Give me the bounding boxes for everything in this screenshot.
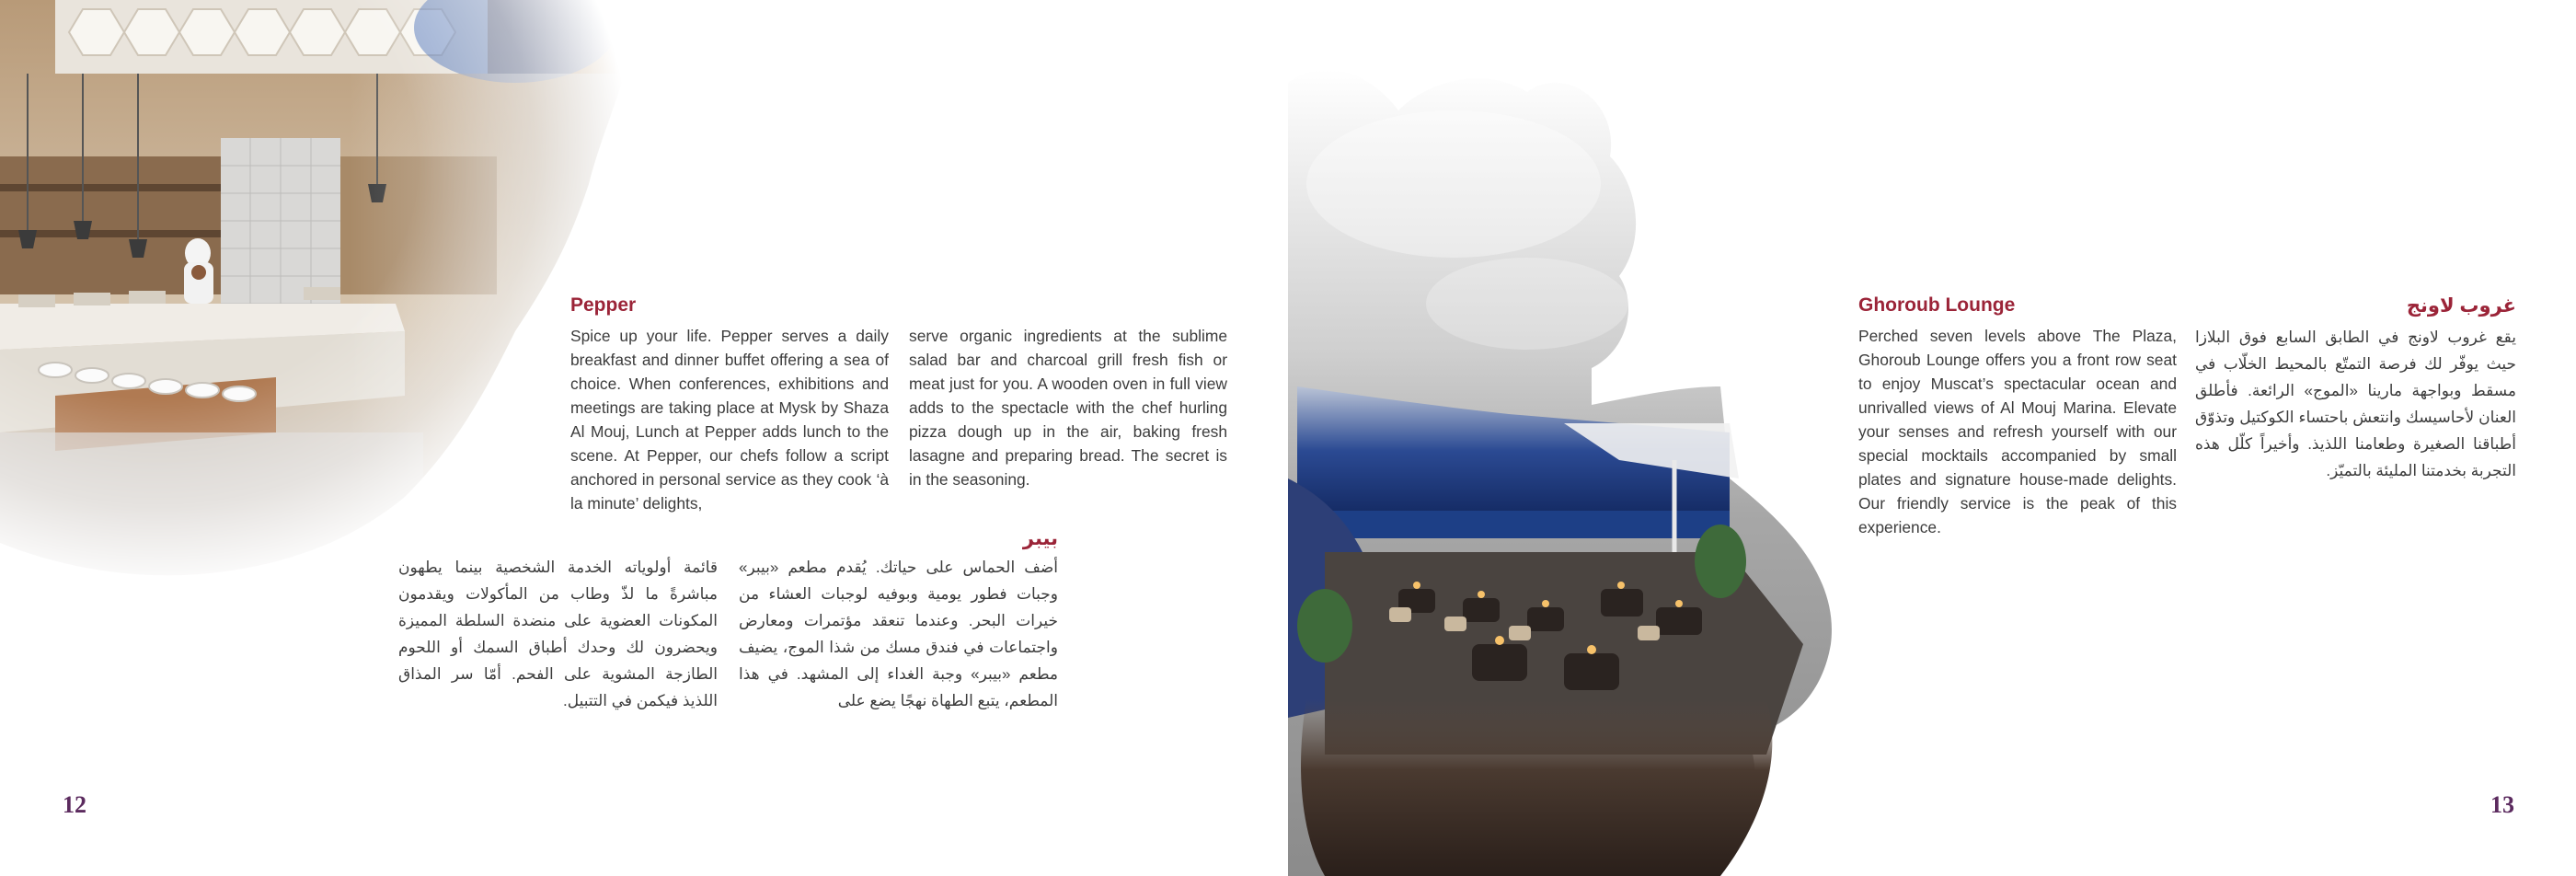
pepper-text-column-1: Spice up your life. Pepper serves a daily breakfast and dinner buffet offering a sea of choice. When conferences, exhibitions and meetings are taking place at Mysk by Shaza Al Mouj, Lunch at Pepper adds lunch to the scene. At Pepper, our chefs follow a script anchored in personal service as they cook ‘à la minute’ delights, [570, 327, 889, 513]
ghoroub-lounge-title-arabic: غروب لاونج [2406, 295, 2516, 317]
ghoroub-lounge-text-arabic: يقع غروب لاونج في الطابق السابع فوق البلازا حيث يوفّر لك فرصة التمتّع بالمحيط الخلّاب في مسقط وبواجهة مارينا «الموج» الرائعة. فأطلق العنان لأحاسيسك وانتعش باحتساء الكوكتيل وتذوّق أطباقنا الصغيرة وطعامنا اللذيذ. وأخيراً كلّل هذه التجربة بخدمتنا المليئة بالتميّز. [2195, 328, 2516, 479]
pepper-arabic-column-1: أضف الحماس على حياتك. يُقدم مطعم «بيبر» وجبات فطور يومية وبوفيه لوجبات العشاء من خيرات البحر. وعندما تنعقد مؤتمرات ومعارض واجتماعات في فندق مسك من شذا الموج، يضيف مطعم «بيبر» وجبة الغداء إلى المشهد. في هذا المطعم، يتبع الطهاة نهجًا يضع على [739, 559, 1058, 709]
ghoroub-lounge-photo [1288, 0, 1858, 876]
page-number-right: 13 [2490, 791, 2514, 818]
ghoroub-lounge-text: Perched seven levels above The Plaza, Ghoroub Lounge offers you a front row seat to enjoy Muscat’s spectacular ocean and unrivalled views of Al Mouj Marina. Elevate your senses and refresh yourself with our special mocktails accompanied by small plates and signature house-made delights. Our friendly service is the peak of this experience. [1858, 327, 2177, 536]
pepper-arabic-column-2: قائمة أولوياته الخدمة الشخصية بينما يطهون مباشرةً ما لذّ وطاب من المأكولات ويقدمون المكونات العضوية على منضدة السلطة المميزة ويحضرون لك وحدك أطباق السمك أو اللحوم الطازجة المشوية على الفحم. أمّا سر المذاق اللذيذ فيكمن في التتبيل. [398, 559, 718, 709]
pepper-text-column-2: serve organic ingredients at the sublime salad bar and charcoal grill fresh fish or meat just for you. A wooden oven in full view adds to the spectacle with the chef hurling pizza dough up in the air, baking fresh lasagne and preparing bread. The secret is in the seasoning. [909, 327, 1227, 489]
pepper-restaurant-photo [0, 0, 644, 589]
right-page [1288, 0, 2576, 876]
pepper-title: Pepper [570, 294, 637, 316]
pepper-title-arabic: بيبر [1022, 528, 1058, 549]
ghoroub-lounge-title: Ghoroub Lounge [1858, 294, 2016, 316]
page-number-left: 12 [63, 791, 86, 818]
